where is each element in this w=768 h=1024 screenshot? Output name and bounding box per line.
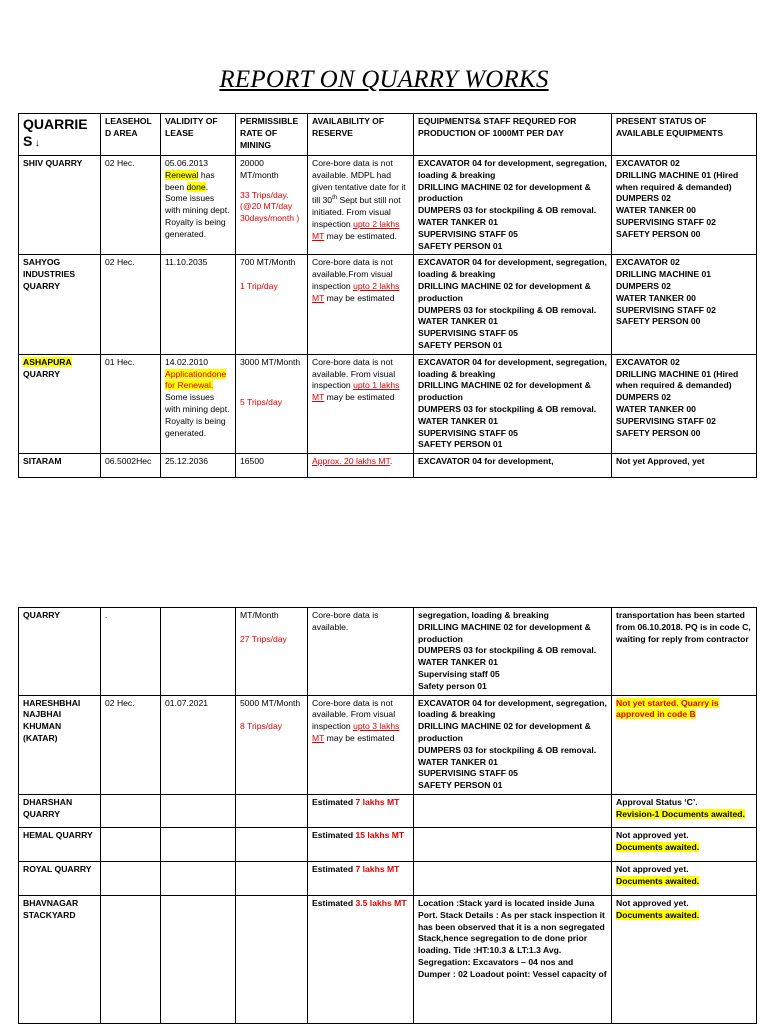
reserve-availability: Core-bore data is not available. From visual inspection upto 1 lakhs MT may be estimated bbox=[308, 354, 414, 453]
header-leasehold: LEASEHOLD AREA bbox=[101, 114, 161, 156]
reserve-availability: Estimated 7 lakhs MT bbox=[308, 794, 414, 827]
equipment-status: Not approved yet. Documents awaited. bbox=[612, 861, 757, 895]
mining-rate bbox=[236, 827, 308, 861]
lease-validity: 25.12.2036 bbox=[161, 454, 236, 478]
table-row bbox=[19, 255, 757, 354]
leasehold-area: 02 Hec. bbox=[101, 695, 161, 794]
reserve-availability: Approx. 20 lakhs MT. bbox=[308, 454, 414, 478]
table-row bbox=[19, 156, 757, 255]
lease-validity bbox=[161, 794, 236, 827]
equipment-status: Not approved yet. Documents awaited. bbox=[612, 827, 757, 861]
equipment-required: EXCAVATOR 04 for development, segregation, loading & breaking DRILLING MACHINE 02 for development & production DUMPERS 03 for stockpiling & OB removal. WATER TANKER 01 SUPERVISING STAFF 05 SAFETY PERSON 01 bbox=[414, 354, 612, 453]
equipment-required: segregation, loading & breaking DRILLING MACHINE 02 for development & production DUMPERS 03 for stockpiling & OB removal. WATER TANKER 01 Supervising staff 05 Safety person 01 bbox=[414, 608, 612, 696]
equipment-required bbox=[414, 827, 612, 861]
table-row bbox=[19, 794, 757, 827]
lease-validity: 11.10.2035 bbox=[161, 255, 236, 354]
header-quarries: QUARRIE S ↓ bbox=[19, 114, 101, 156]
quarry-name: SHIV QUARRY bbox=[19, 156, 101, 255]
leasehold-area: 06.5002Hec bbox=[101, 454, 161, 478]
quarry-table-page-2 bbox=[18, 607, 757, 1024]
equipment-status: EXCAVATOR 02 DRILLING MACHINE 01 DUMPERS 02 WATER TANKER 00 SUPERVISING STAFF 02 SAFETY PERSON 00 bbox=[612, 255, 757, 354]
quarry-name: BHAVNAGAR STACKYARD bbox=[19, 895, 101, 1023]
arrow-down-icon: ↓ bbox=[34, 137, 40, 149]
leasehold-area bbox=[101, 827, 161, 861]
table-row bbox=[19, 895, 757, 1023]
quarry-name: ROYAL QUARRY bbox=[19, 861, 101, 895]
quarry-name: ASHAPURA QUARRY bbox=[19, 354, 101, 453]
reserve-availability: Core-bore data is not available. From visual inspection upto 3 lakhs MT may be estimated bbox=[308, 695, 414, 794]
equipment-status: Not yet Approved, yet bbox=[612, 454, 757, 478]
equipment-required bbox=[414, 861, 612, 895]
equipment-required: EXCAVATOR 04 for development, segregation, loading & breaking DRILLING MACHINE 02 for development & production DUMPERS 03 for stockpiling & OB removal. WATER TANKER 01 SUPERVISING STAFF 05 SAFETY PERSON 01 bbox=[414, 695, 612, 794]
reserve-availability: Estimated 7 lakhs MT bbox=[308, 861, 414, 895]
lease-validity bbox=[161, 861, 236, 895]
table-row bbox=[19, 354, 757, 453]
table-header-row bbox=[19, 114, 757, 156]
leasehold-area: 01 Hec. bbox=[101, 354, 161, 453]
table-row bbox=[19, 695, 757, 794]
equipment-status: transportation has been started from 06.10.2018. PQ is in code C, waiting for reply from contractor bbox=[612, 608, 757, 696]
equipment-status: EXCAVATOR 02 DRILLING MACHINE 01 (Hired when required & demanded) DUMPERS 02 WATER TANKER 00 SUPERVISING STAFF 02 SAFETY PERSON 00 bbox=[612, 156, 757, 255]
quarry-name: SAHYOG INDUSTRIES QUARRY bbox=[19, 255, 101, 354]
equipment-status: Not yet started. Quarry is approved in code B bbox=[612, 695, 757, 794]
leasehold-area: . bbox=[101, 608, 161, 696]
equipment-status: EXCAVATOR 02 DRILLING MACHINE 01 (Hired when required & demanded) DUMPERS 02 WATER TANKER 00 SUPERVISING STAFF 02 SAFETY PERSON 00 bbox=[612, 354, 757, 453]
mining-rate: 700 MT/Month 1 Trip/day bbox=[236, 255, 308, 354]
table-row bbox=[19, 861, 757, 895]
equipment-required: EXCAVATOR 04 for development, segregation, loading & breaking DRILLING MACHINE 02 for development & production DUMPERS 03 for stockpiling & OB removal. WATER TANKER 01 SUPERVISING STAFF 05 SAFETY PERSON 01 bbox=[414, 156, 612, 255]
lease-validity: 01.07.2021 bbox=[161, 695, 236, 794]
equipment-status: Not approved yet. Documents awaited. bbox=[612, 895, 757, 1023]
leasehold-area bbox=[101, 861, 161, 895]
mining-rate bbox=[236, 895, 308, 1023]
lease-validity bbox=[161, 895, 236, 1023]
stackyard-details: Location :Stack yard is located inside Juna Port. Stack Details : As per stack inspection it has been observed that it is a non segregated Stack,hence segregation to de done prior loading. Tide :HT:10.3 & LT:1.3 Avg. Segregation: Excavators – 04 nos and Dumper : 02 Loadout point: Vessel capacity of bbox=[414, 895, 612, 1023]
mining-rate: 20000 MT/month 33 Trips/day. (@20 MT/day 30days/month ) bbox=[236, 156, 308, 255]
table-row bbox=[19, 827, 757, 861]
quarry-table-page-1 bbox=[18, 113, 757, 478]
mining-rate: 3000 MT/Month 5 Trips/day bbox=[236, 354, 308, 453]
header-availability: AVAILABILITY OF RESERVE bbox=[308, 114, 414, 156]
mining-rate bbox=[236, 861, 308, 895]
leasehold-area: 02 Hec. bbox=[101, 156, 161, 255]
quarry-name: HARESHBHAI NAJBHAI KHUMAN (KATAR) bbox=[19, 695, 101, 794]
reserve-availability: Core-bore data is available. bbox=[308, 608, 414, 696]
equipment-required bbox=[414, 794, 612, 827]
quarry-name: HEMAL QUARRY bbox=[19, 827, 101, 861]
header-permissible: PERMISSIBLE RATE OF MINING bbox=[236, 114, 308, 156]
header-validity: VALIDITY OF LEASE bbox=[161, 114, 236, 156]
table-row bbox=[19, 608, 757, 696]
table-row bbox=[19, 454, 757, 478]
leasehold-area: 02 Hec. bbox=[101, 255, 161, 354]
leasehold-area bbox=[101, 794, 161, 827]
quarry-name: QUARRY bbox=[19, 608, 101, 696]
equipment-required: EXCAVATOR 04 for development, bbox=[414, 454, 612, 478]
page-title: REPORT ON QUARRY WORKS bbox=[219, 66, 549, 93]
mining-rate: 16500 bbox=[236, 454, 308, 478]
mining-rate: MT/Month 27 Trips/day bbox=[236, 608, 308, 696]
reserve-availability: Core-bore data is not available.From visual inspection upto 2 lakhs MT may be estimated bbox=[308, 255, 414, 354]
mining-rate bbox=[236, 794, 308, 827]
lease-validity: 14.02.2010 Applicationdone for Renewal. Some issues with mining dept. Royalty is being generated. bbox=[161, 354, 236, 453]
leasehold-area bbox=[101, 895, 161, 1023]
mining-rate: 5000 MT/Month 8 Trips/day bbox=[236, 695, 308, 794]
header-equipments: EQUIPMENTS& STAFF REQURED FOR PRODUCTION OF 1000MT PER DAY bbox=[414, 114, 612, 156]
lease-validity: 05.06.2013 Renewal has been done. Some issues with mining dept. Royalty is being generated. bbox=[161, 156, 236, 255]
quarry-name: SITARAM bbox=[19, 454, 101, 478]
equipment-status: Approval Status ‘C’. Revision-1 Documents awaited. bbox=[612, 794, 757, 827]
equipment-required: EXCAVATOR 04 for development, segregation, loading & breaking DRILLING MACHINE 02 for development & production DUMPERS 03 for stockpiling & OB removal. WATER TANKER 01 SUPERVISING STAFF 05 SAFETY PERSON 01 bbox=[414, 255, 612, 354]
lease-validity bbox=[161, 827, 236, 861]
header-status: PRESENT STATUS OF AVAILABLE EQUIPMENTS bbox=[612, 114, 757, 156]
quarry-name: DHARSHAN QUARRY bbox=[19, 794, 101, 827]
lease-validity bbox=[161, 608, 236, 696]
reserve-availability: Core-bore data is not available. MDPL had given tentative date for it till 30th Sept but still not initiated. From visual inspection upto 2 lakhs MT may be estimated. bbox=[308, 156, 414, 255]
reserve-availability: Estimated 15 lakhs MT bbox=[308, 827, 414, 861]
reserve-availability: Estimated 3.5 lakhs MT bbox=[308, 895, 414, 1023]
